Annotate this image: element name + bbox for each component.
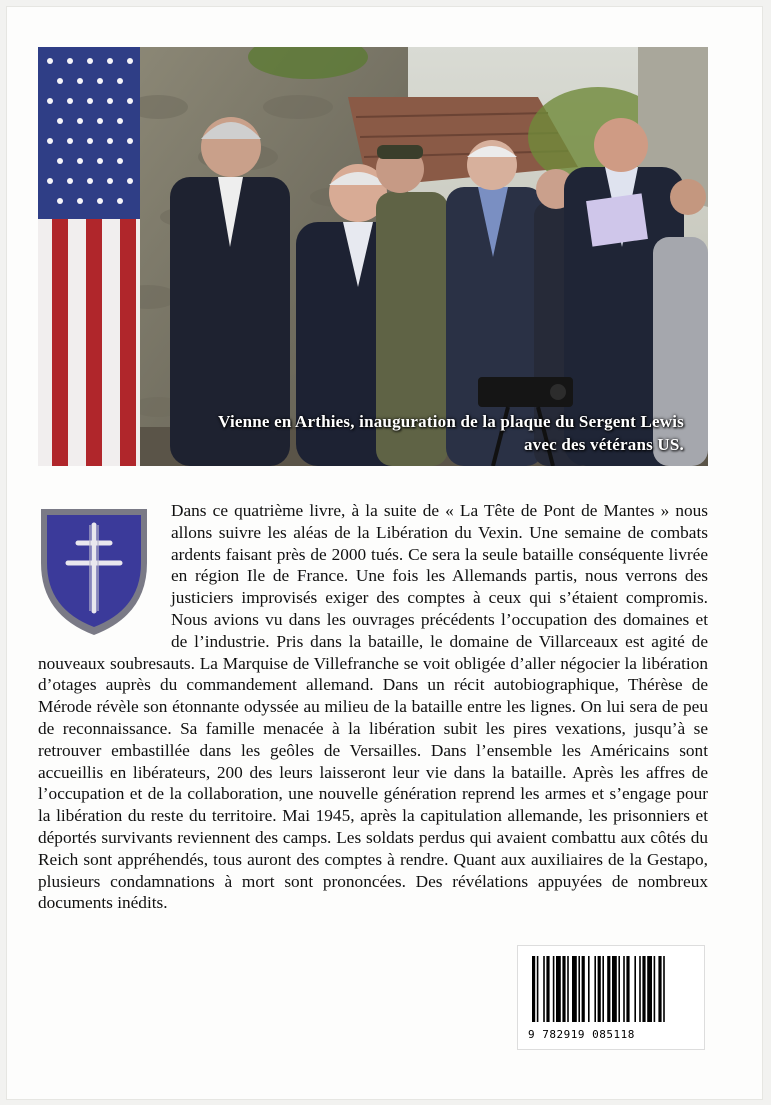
barcode-bar [588,956,590,1022]
barcode-bar [598,956,601,1022]
barcode-digits: 9 782919 085118 [528,1028,635,1041]
barcode-bar [623,956,625,1022]
barcode-bar [654,956,656,1022]
barcode-bar [658,956,661,1022]
barcode-bar [537,956,539,1022]
barcode-bar [618,956,620,1022]
american-flag-icon [38,47,140,466]
barcode-bar [642,956,645,1022]
isbn-barcode [517,945,705,1050]
barcode-bar [594,956,596,1022]
barcode-bar [626,956,629,1022]
barcode-bar [602,956,604,1022]
barcode-bar [607,956,610,1022]
barcode-bar [634,956,636,1022]
barcode-bar [562,956,565,1022]
photo-caption [218,410,684,456]
barcode-bar [572,956,577,1022]
barcode-bar [543,956,545,1022]
barcode-bar [647,956,652,1022]
barcode-bar [567,956,569,1022]
ceremony-photo-illustration [38,47,708,466]
barcode-bar [578,956,580,1022]
summary-text: Dans ce quatrième livre, à la suite de « La Tête de Pont de Mantes » nous allons suivre les aléas de la Libération du Vexin. Une semaine de combats ardents faisant près de 2000 tués. Ce sera la seule bataille conséquente livrée en région Ile de France. Une fois les Allemands partis, nous verrons des justiciers improvisés exiger des comptes à ceux qui s’étaient compromis. Nous avions vu dans les ouvrages précédents l’occupation des domaines et de l’industrie. Pris dans la bataille, le domaine de Villarceaux est agité de nouveaux soubresauts. La Marquise de Villefranche se voit obligée d’aller négocier la libération d’otages auprès du commandement allemand. Dans un récit autobiographique, Thérèse de Mérode révèle son étonnante odyssée au milieu de la bataille entre les lignes. On lui sera de peu de reconnaissance. Sa famille menacée à la libération subit les pires vexations, jusqu’à se retrouver embastillée dans les geôles de Versailles. Dans l’ensemble les Américains sont accueillis en libérateurs, 200 des leurs laisseront leur vie dans la bataille. Après les affres de l’occupation et de la collaboration, une nouvelle génération reprend les armes et s’engage pour la libération du reste du territoire. Mai 1945, après la capitulation allemande, les prisonniers et déportés survivants reviennent des camps. Les soldats perdus qui avaient combattu aux côtés du Reich sont appréhendés, tous auront des comptes à rendre. Quant aux auxiliaires de la Gestapo, plusieurs condamnations à mort sont prononcées. Des révélations appuyées de nombreux documents inédits. [38,501,708,913]
barcode-bars [518,946,704,1026]
barcode-bar [639,956,641,1022]
barcode-bar [546,956,549,1022]
barcode-bar [612,956,617,1022]
caption-line-1: Vienne en Arthies, inauguration de la plaque du Sergent Lewis [218,412,684,431]
barcode-bar [553,956,555,1022]
barcode-bar [532,956,535,1022]
veterans-ceremony-photo [38,47,708,466]
back-cover-summary [38,500,708,914]
emblem-spacer [38,500,171,648]
barcode-bar [582,956,585,1022]
barcode-bar [556,956,561,1022]
barcode-bar [663,956,665,1022]
caption-line-2: avec des vétérans US. [523,435,684,454]
